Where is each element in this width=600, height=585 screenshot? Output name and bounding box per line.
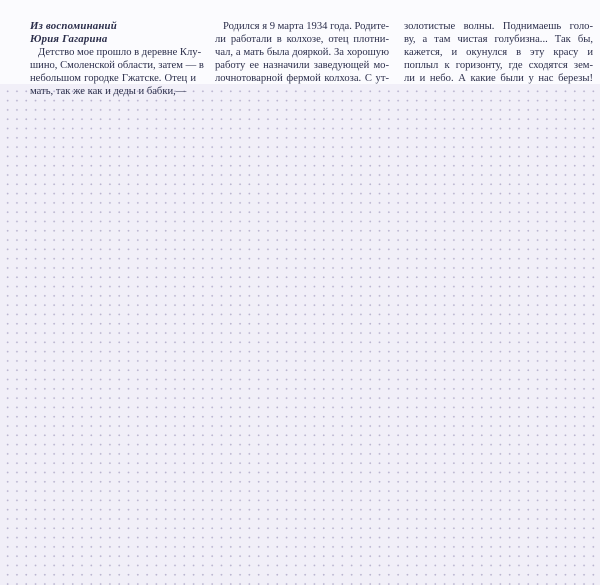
column-3 [404,20,593,85]
column-1-line: шино, Смоленской области, затем — в [30,60,204,71]
column-3-line: поплыл к горизонту, где сходятся зем- [404,60,593,71]
column-1-line: небольшом городке Гжатске. Отец и [30,73,196,84]
column-3-line: кажется, и окунулся в эту красу и [404,47,593,58]
article-heading-line-1: Из воспоминаний [30,20,117,32]
column-3-line: ли и небо. А какие были у нас березы! [404,73,593,84]
column-3-line: золотистые волны. Поднимаешь голо- [404,21,593,32]
column-1 [30,20,204,98]
column-2 [215,20,389,85]
column-1-line: Детство мое прошло в деревне Клу- [38,47,202,58]
article-heading-line-2: Юрия Гагарина [30,33,108,45]
column-3-line: ву, а там чистая голубизна... Так бы, [404,34,593,45]
column-2-line: Родился я 9 марта 1934 года. Родите- [223,21,390,32]
column-1-line: мать, так же как и деды и бабки,— [30,86,187,97]
article-text-strip [0,0,600,97]
column-2-line: ли работали в колхозе, отец плотни- [215,34,389,45]
column-2-line: чал, а мать была дояркой. За хорошую [215,47,389,58]
column-2-line: работу ее назначили заведующей мо- [215,60,389,71]
column-2-line: лочнотоварной фермой колхоза. С ут- [215,73,389,84]
